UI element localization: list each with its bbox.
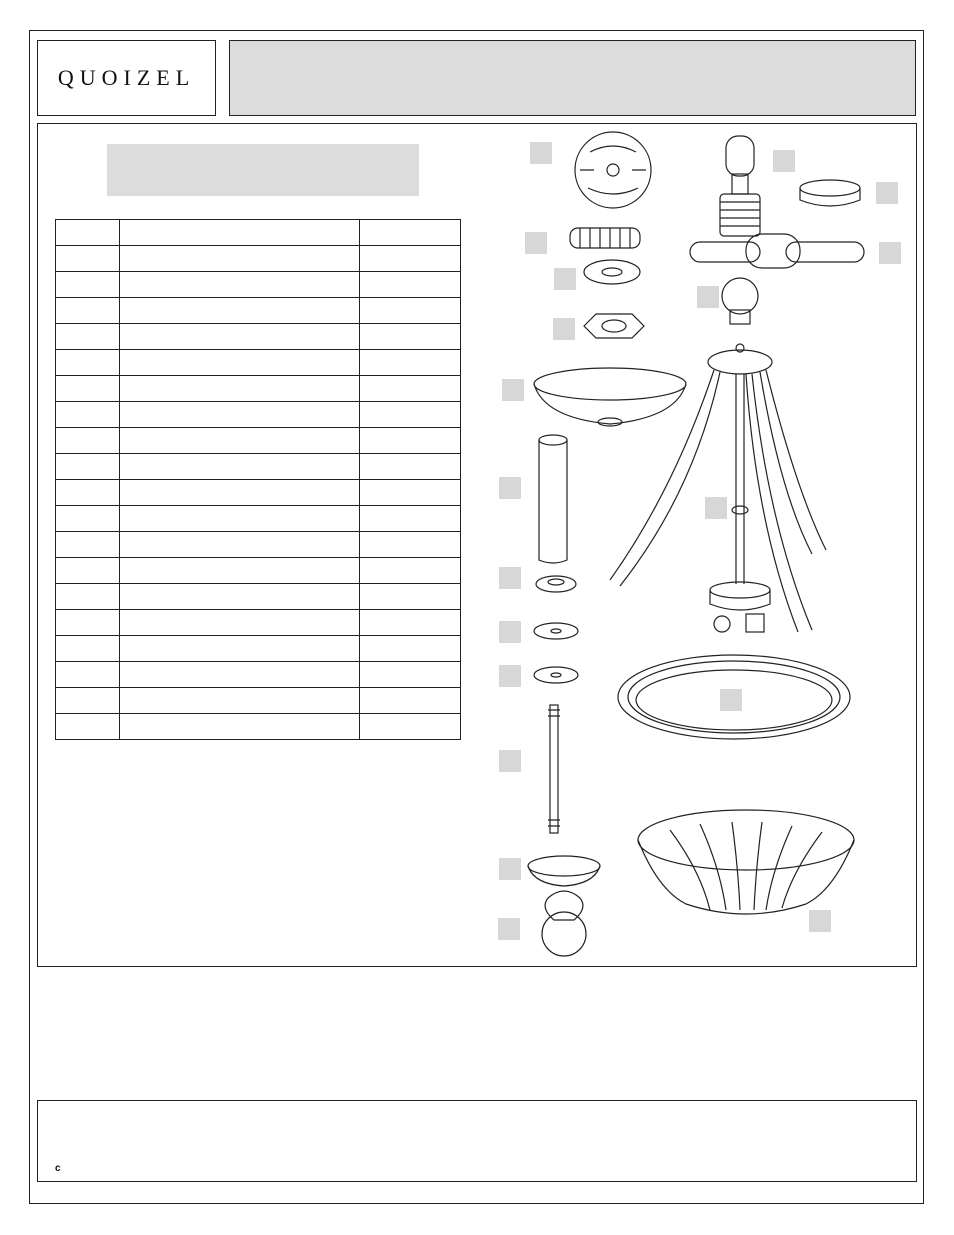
parts-table-row bbox=[56, 714, 461, 740]
part-quantity-cell bbox=[360, 324, 461, 350]
part-quantity-cell bbox=[360, 610, 461, 636]
part-label-box bbox=[773, 150, 795, 172]
threaded-nipple-icon bbox=[570, 228, 640, 248]
hex-nut-icon bbox=[584, 314, 644, 338]
parts-table-row bbox=[56, 610, 461, 636]
part-number-cell bbox=[56, 376, 120, 402]
parts-table-row bbox=[56, 558, 461, 584]
part-description-cell bbox=[120, 506, 360, 532]
washer-icon bbox=[534, 623, 578, 639]
part-number-cell bbox=[56, 584, 120, 610]
part-number-cell bbox=[56, 246, 120, 272]
parts-illustration bbox=[490, 130, 910, 960]
part-number-cell bbox=[56, 480, 120, 506]
parts-table-row bbox=[56, 376, 461, 402]
part-description-cell bbox=[120, 298, 360, 324]
part-quantity-cell bbox=[360, 584, 461, 610]
part-quantity-cell bbox=[360, 246, 461, 272]
check-ring-icon bbox=[536, 576, 576, 592]
part-number-cell bbox=[56, 714, 120, 740]
parts-table-row bbox=[56, 350, 461, 376]
part-quantity-cell bbox=[360, 636, 461, 662]
part-description-cell bbox=[120, 636, 360, 662]
bottom-cap-icon bbox=[528, 856, 600, 886]
part-description-cell bbox=[120, 324, 360, 350]
part-quantity-cell bbox=[360, 402, 461, 428]
parts-table bbox=[55, 219, 461, 740]
part-description-cell bbox=[120, 454, 360, 480]
threaded-rod-icon bbox=[548, 705, 560, 833]
part-label-box bbox=[525, 232, 547, 254]
part-quantity-cell bbox=[360, 220, 461, 246]
pipe-icon bbox=[539, 435, 567, 563]
part-label-box bbox=[498, 918, 520, 940]
parts-table-row bbox=[56, 480, 461, 506]
part-description-cell bbox=[120, 428, 360, 454]
part-label-box bbox=[554, 268, 576, 290]
part-label-box bbox=[502, 379, 524, 401]
star-washer-icon bbox=[584, 260, 640, 284]
part-number-cell bbox=[56, 662, 120, 688]
part-number-cell bbox=[56, 454, 120, 480]
part-label-box bbox=[720, 689, 742, 711]
part-quantity-cell bbox=[360, 272, 461, 298]
part-description-cell bbox=[120, 662, 360, 688]
header-banner bbox=[229, 40, 916, 116]
part-quantity-cell bbox=[360, 480, 461, 506]
parts-table-row bbox=[56, 298, 461, 324]
parts-table-row bbox=[56, 636, 461, 662]
part-quantity-cell bbox=[360, 532, 461, 558]
chain-icon bbox=[690, 234, 864, 268]
parts-table-row bbox=[56, 402, 461, 428]
part-quantity-cell bbox=[360, 688, 461, 714]
parts-table-row bbox=[56, 506, 461, 532]
part-label-box bbox=[553, 318, 575, 340]
parts-table-row bbox=[56, 324, 461, 350]
lock-nut-icon bbox=[800, 180, 860, 206]
body-frame-icon bbox=[610, 344, 826, 632]
part-number-cell bbox=[56, 558, 120, 584]
part-description-cell bbox=[120, 272, 360, 298]
part-quantity-cell bbox=[360, 662, 461, 688]
part-number-cell bbox=[56, 402, 120, 428]
crossbar-icon bbox=[575, 132, 651, 208]
parts-table-row bbox=[56, 220, 461, 246]
part-number-cell bbox=[56, 636, 120, 662]
part-label-box bbox=[499, 567, 521, 589]
part-number-cell bbox=[56, 506, 120, 532]
part-description-cell bbox=[120, 558, 360, 584]
parts-table-row bbox=[56, 662, 461, 688]
part-quantity-cell bbox=[360, 714, 461, 740]
part-description-cell bbox=[120, 220, 360, 246]
finial-icon bbox=[542, 891, 586, 956]
part-description-cell bbox=[120, 688, 360, 714]
part-label-box bbox=[809, 910, 831, 932]
part-quantity-cell bbox=[360, 376, 461, 402]
part-label-box bbox=[530, 142, 552, 164]
part-label-box bbox=[499, 477, 521, 499]
canopy-icon bbox=[534, 368, 686, 426]
part-number-cell bbox=[56, 272, 120, 298]
part-quantity-cell bbox=[360, 506, 461, 532]
part-label-box bbox=[705, 497, 727, 519]
part-label-box bbox=[499, 858, 521, 880]
washer-small-icon bbox=[534, 667, 578, 683]
parts-table-row bbox=[56, 272, 461, 298]
part-description-cell bbox=[120, 350, 360, 376]
part-quantity-cell bbox=[360, 454, 461, 480]
parts-table-row bbox=[56, 454, 461, 480]
part-description-cell bbox=[120, 246, 360, 272]
part-label-box bbox=[879, 242, 901, 264]
part-number-cell bbox=[56, 532, 120, 558]
part-label-box bbox=[499, 750, 521, 772]
footer-code: c bbox=[55, 1163, 61, 1174]
screw-collar-loop-icon bbox=[722, 278, 758, 324]
part-number-cell bbox=[56, 324, 120, 350]
footer-box bbox=[37, 1100, 917, 1182]
glass-shade-icon bbox=[638, 810, 854, 914]
part-description-cell bbox=[120, 402, 360, 428]
part-quantity-cell bbox=[360, 350, 461, 376]
part-quantity-cell bbox=[360, 298, 461, 324]
part-quantity-cell bbox=[360, 428, 461, 454]
part-number-cell bbox=[56, 350, 120, 376]
part-description-cell bbox=[120, 714, 360, 740]
part-number-cell bbox=[56, 688, 120, 714]
part-label-box bbox=[499, 621, 521, 643]
part-description-cell bbox=[120, 532, 360, 558]
brand-logo: QUOIZEL bbox=[57, 65, 196, 90]
part-label-box bbox=[697, 286, 719, 308]
part-description-cell bbox=[120, 480, 360, 506]
parts-table-row bbox=[56, 688, 461, 714]
parts-table-row bbox=[56, 246, 461, 272]
part-quantity-cell bbox=[360, 558, 461, 584]
logo-box bbox=[37, 40, 216, 116]
parts-title-band bbox=[107, 144, 419, 196]
parts-table-row bbox=[56, 532, 461, 558]
part-label-box bbox=[876, 182, 898, 204]
part-number-cell bbox=[56, 428, 120, 454]
parts-table-row bbox=[56, 584, 461, 610]
part-number-cell bbox=[56, 298, 120, 324]
part-description-cell bbox=[120, 584, 360, 610]
parts-table-row bbox=[56, 428, 461, 454]
part-number-cell bbox=[56, 610, 120, 636]
part-label-box bbox=[499, 665, 521, 687]
part-number-cell bbox=[56, 220, 120, 246]
part-description-cell bbox=[120, 610, 360, 636]
part-description-cell bbox=[120, 376, 360, 402]
loop-nut-icon bbox=[720, 136, 760, 236]
